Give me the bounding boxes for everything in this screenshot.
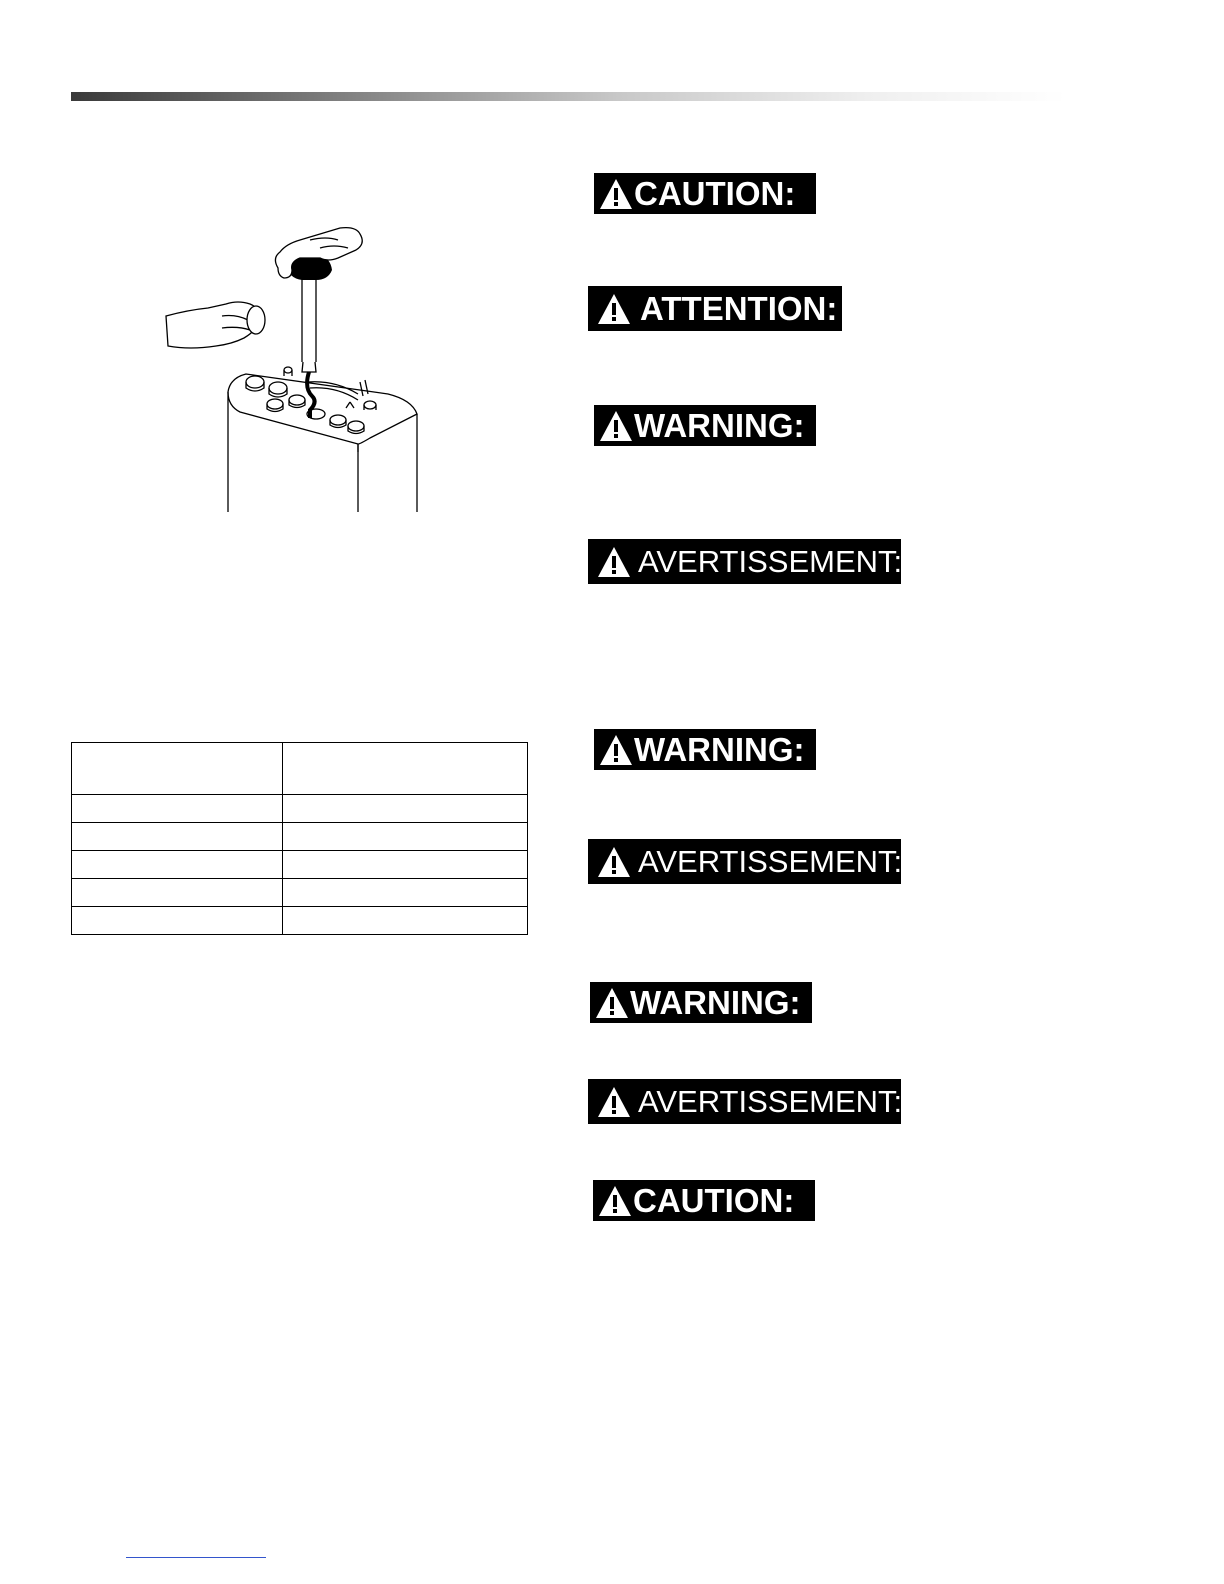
caution-label — [594, 173, 816, 214]
header-rule — [71, 92, 1066, 101]
table-header-row — [72, 743, 528, 795]
table-cell — [283, 851, 528, 879]
table-cell — [72, 823, 283, 851]
table-cell — [72, 879, 283, 907]
avertissement-label — [588, 539, 901, 584]
warning-label — [594, 729, 816, 770]
label-text: WARNING: — [630, 984, 801, 1021]
warning-triangle-icon — [598, 409, 634, 443]
table-row — [72, 851, 528, 879]
label-text: CAUTION: — [634, 175, 796, 212]
caution-label — [593, 1180, 815, 1221]
table-cell — [283, 795, 528, 823]
data-table — [71, 742, 528, 935]
avertissement-label — [588, 839, 901, 884]
warning-triangle-icon — [596, 545, 632, 579]
footer-link-underline[interactable] — [126, 1557, 266, 1558]
table-row — [72, 795, 528, 823]
warning-triangle-icon — [598, 733, 634, 767]
warning-label — [594, 405, 816, 446]
battery-hydrometer-illustration — [160, 222, 430, 514]
table-cell — [283, 907, 528, 935]
label-text: WARNING: — [634, 731, 805, 768]
table-cell — [72, 795, 283, 823]
warning-triangle-icon — [596, 845, 632, 879]
label-text: WARNING: — [634, 407, 805, 444]
label-text: AVERTISSEMENT: — [638, 1084, 903, 1119]
label-text: ATTENTION: — [640, 290, 838, 327]
table-row — [72, 907, 528, 935]
table-row — [72, 823, 528, 851]
table-cell — [72, 851, 283, 879]
label-text: AVERTISSEMENT: — [638, 544, 903, 579]
warning-triangle-icon — [596, 292, 632, 326]
table-cell — [283, 879, 528, 907]
attention-label — [588, 286, 842, 331]
table-row — [72, 879, 528, 907]
label-text: CAUTION: — [633, 1182, 795, 1219]
warning-label — [590, 982, 812, 1023]
label-text: AVERTISSEMENT: — [638, 844, 903, 879]
warning-triangle-icon — [594, 986, 630, 1020]
table-cell — [283, 743, 528, 795]
warning-triangle-icon — [596, 1085, 632, 1119]
warning-triangle-icon — [597, 1184, 633, 1218]
table-cell — [283, 823, 528, 851]
warning-triangle-icon — [598, 177, 634, 211]
avertissement-label — [588, 1079, 901, 1124]
table-cell — [72, 743, 283, 795]
table-cell — [72, 907, 283, 935]
